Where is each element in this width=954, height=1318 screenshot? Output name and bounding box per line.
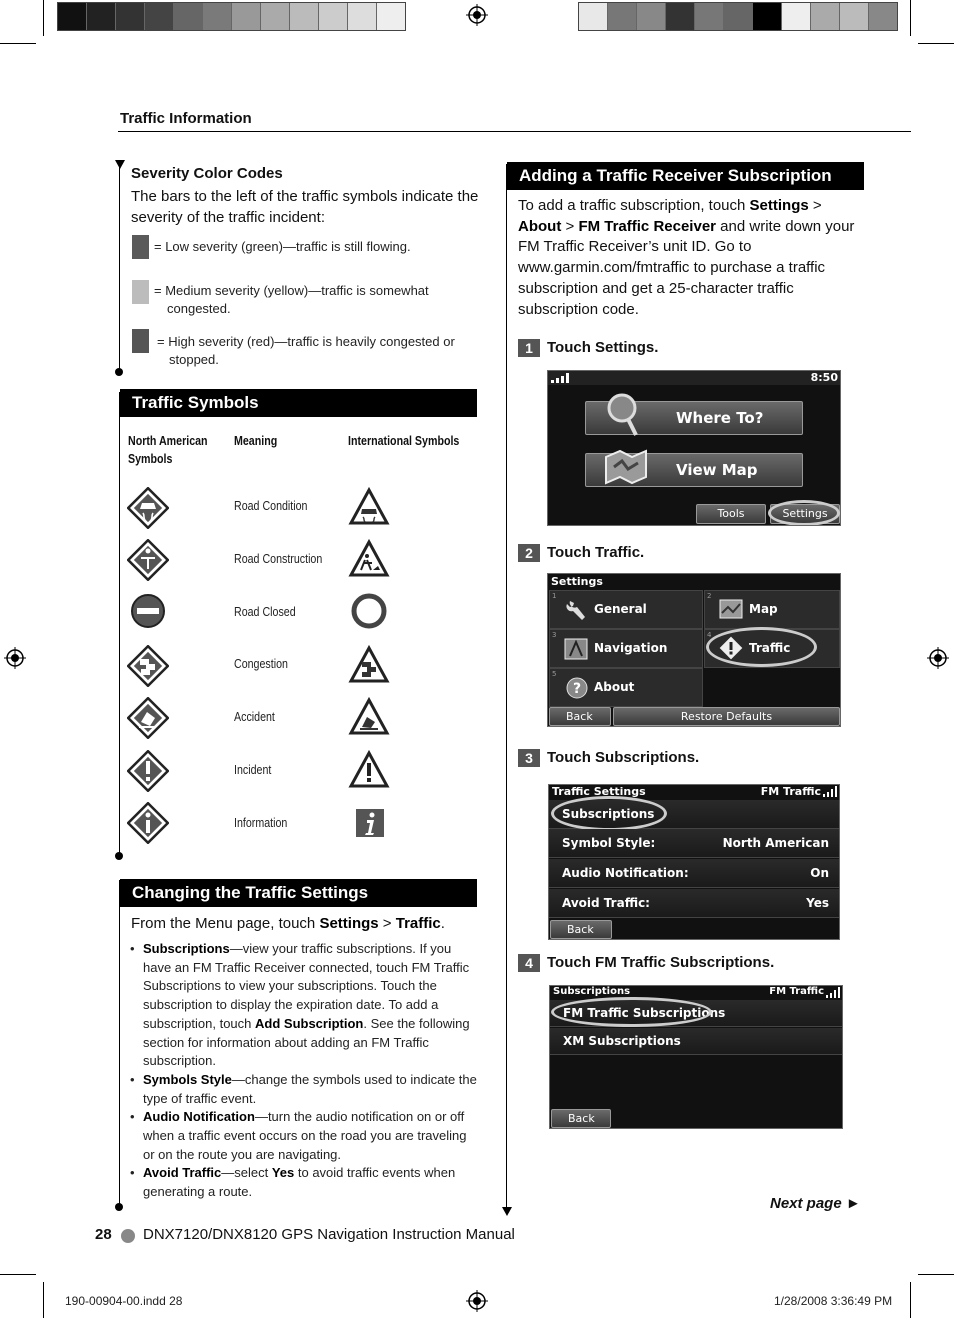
navigation-icon xyxy=(564,638,588,660)
map-label: Map xyxy=(749,602,778,616)
high-severity-swatch xyxy=(132,329,149,353)
screen-main-menu xyxy=(547,370,841,526)
file-slug: 190-00904-00.indd 28 xyxy=(65,1294,183,1308)
about-label: About xyxy=(594,680,635,694)
meaning-accident: Accident xyxy=(234,709,275,724)
congestion-icon xyxy=(127,645,169,687)
crop-mark xyxy=(910,1282,911,1318)
running-header: Traffic Information xyxy=(120,110,252,127)
highlight-circle xyxy=(551,796,667,831)
bullet-symbols-style: • Symbols Style—change the symbols used to indicate the type of traffic event. xyxy=(130,1071,478,1108)
tile-number: 3 xyxy=(552,631,557,639)
column-rule xyxy=(119,165,120,372)
adding-subscription-title: Adding a Traffic Receiver Subscription xyxy=(507,162,864,190)
avoid-traffic-value: Yes xyxy=(806,896,829,910)
tile-number: 4 xyxy=(707,631,712,639)
medium-severity-swatch xyxy=(132,280,149,304)
back-button[interactable]: Back xyxy=(549,707,611,726)
fm-traffic-subscriptions-label: FM Traffic Subscriptions xyxy=(563,1006,726,1020)
accident-icon xyxy=(127,697,169,739)
symbol-style-value: North American xyxy=(722,836,829,850)
settings-header: Settings xyxy=(551,575,603,588)
footer-bullet-icon xyxy=(121,1229,135,1243)
meaning-information: Information xyxy=(234,815,288,830)
registration-mark-icon xyxy=(927,647,949,669)
subscriptions-header: Subscriptions xyxy=(553,986,631,997)
fm-traffic-label: FM Traffic xyxy=(760,785,821,798)
settings-button[interactable]: Settings xyxy=(770,504,840,524)
meaning-road-condition: Road Condition xyxy=(234,498,308,513)
high-severity-text: = High severity (red)—traffic is heavily congested or xyxy=(157,334,455,349)
settings-bullet-list xyxy=(130,940,478,1202)
tile-number: 5 xyxy=(552,670,557,678)
col-meaning: Meaning xyxy=(234,433,278,448)
color-bar-right xyxy=(578,2,898,31)
col-international: International Symbols xyxy=(348,433,460,448)
step-4: 4 Touch FM Traffic Subscriptions. xyxy=(518,954,774,972)
crop-mark xyxy=(910,0,911,36)
traffic-label: Traffic xyxy=(749,641,791,655)
traffic-symbols-title: Traffic Symbols xyxy=(120,389,477,417)
xm-subscriptions-label: XM Subscriptions xyxy=(563,1034,681,1048)
bullet-avoid-traffic: • Avoid Traffic—select Yes to avoid traffic events when generating a route. xyxy=(130,1164,478,1201)
audio-notification-label: Audio Notification: xyxy=(562,866,689,880)
highlight-circle xyxy=(551,997,712,1027)
tools-button[interactable]: Tools xyxy=(696,504,766,524)
column-dot xyxy=(115,1203,123,1211)
high-severity-text-2: stopped. xyxy=(169,352,219,367)
page-number: 28 xyxy=(95,1226,112,1243)
meaning-incident: Incident xyxy=(234,762,272,777)
changing-intro: From the Menu page, touch Settings > Traffic. xyxy=(131,915,445,932)
help-icon xyxy=(566,677,588,699)
color-bar-left xyxy=(57,2,406,31)
step-2: 2 Touch Traffic. xyxy=(518,544,644,562)
registration-mark-icon xyxy=(466,1290,488,1312)
magnifier-icon xyxy=(604,391,644,437)
bullet-subscriptions: • Subscriptions—view your traffic subscriptions. If you have an FM Traffic Receiver connected, touch FM Traffic Subscriptions to view your subscriptions. Touch the subscription to display the expiration date. To add a subscription, touch Add Subscription. See the following section for information about adding an FM Traffic subscription. xyxy=(130,940,478,1071)
audio-notification-row[interactable] xyxy=(549,859,839,888)
crop-mark xyxy=(43,0,44,36)
medium-severity-text-2: congested. xyxy=(167,301,231,316)
where-to-button[interactable]: Where To? xyxy=(585,401,803,435)
road-condition-icon xyxy=(127,487,169,529)
crop-mark xyxy=(918,1274,954,1275)
about-tile[interactable] xyxy=(549,668,703,707)
navigation-tile[interactable] xyxy=(549,629,703,668)
clock: 8:50 xyxy=(810,371,838,384)
step-1: 1 Touch Settings. xyxy=(518,339,658,357)
low-severity-text: = Low severity (green)—traffic is still flowing. xyxy=(154,239,411,254)
avoid-traffic-label: Avoid Traffic: xyxy=(562,896,650,910)
column-arrow xyxy=(502,1207,512,1216)
next-page-link[interactable]: Next page ► xyxy=(770,1195,861,1212)
signal-icon xyxy=(823,786,837,797)
view-map-button[interactable]: View Map xyxy=(585,453,803,487)
accident-intl-icon xyxy=(348,697,390,737)
low-severity-swatch xyxy=(132,235,149,259)
road-construction-intl-icon xyxy=(348,539,390,579)
crop-mark xyxy=(0,1274,36,1275)
road-closed-icon xyxy=(130,593,166,629)
subscriptions-label: Subscriptions xyxy=(562,807,655,821)
crop-mark xyxy=(0,43,36,44)
traffic-settings-header: Traffic Settings xyxy=(552,785,646,798)
tile-number: 1 xyxy=(552,592,557,600)
registration-mark-icon xyxy=(466,4,488,26)
meaning-road-construction: Road Construction xyxy=(234,551,323,566)
step-3: 3 Touch Subscriptions. xyxy=(518,749,699,767)
col-north-american: North American Symbols xyxy=(128,433,208,466)
screen-subscriptions xyxy=(549,985,843,1129)
meaning-congestion: Congestion xyxy=(234,656,288,671)
column-rule xyxy=(506,164,507,1210)
highlight-circle xyxy=(706,627,817,667)
symbol-style-row[interactable] xyxy=(549,829,839,858)
severity-intro: The bars to the left of the traffic symbols indicate the severity of the traffic incident: xyxy=(131,188,479,226)
back-button[interactable]: Back xyxy=(551,1109,611,1128)
svg-text:?: ? xyxy=(572,681,582,697)
medium-severity-text: = Medium severity (yellow)—traffic is somewhat xyxy=(154,283,429,298)
map-icon xyxy=(602,447,650,487)
column-arrow xyxy=(115,160,125,169)
back-button[interactable]: Back xyxy=(550,920,612,939)
incident-icon xyxy=(127,750,169,792)
status-bar xyxy=(548,371,840,385)
information-icon xyxy=(127,802,169,844)
road-condition-intl-icon xyxy=(348,487,390,527)
severity-title: Severity Color Codes xyxy=(131,165,283,182)
manual-title: DNX7120/DNX8120 GPS Navigation Instruction Manual xyxy=(143,1226,515,1243)
tile-number: 2 xyxy=(707,592,712,600)
wrench-icon xyxy=(566,597,588,621)
road-construction-icon xyxy=(127,539,169,581)
header-rule xyxy=(118,131,911,132)
highlight-circle xyxy=(768,500,840,526)
restore-defaults-button[interactable]: Restore Defaults xyxy=(613,707,840,726)
column-rule xyxy=(119,880,120,1206)
avoid-traffic-row[interactable] xyxy=(549,889,839,918)
column-rule xyxy=(119,392,120,854)
column-dot xyxy=(115,368,123,376)
date-slug: 1/28/2008 3:36:49 PM xyxy=(774,1294,893,1308)
adding-paragraph: To add a traffic subscription, touch Settings > About > FM Traffic Receiver and write down your FM Traffic Receiver’s unit ID. Go to www.garmin.com/fmtraffic to purchase a traffic subscription and get a 25-character traffic subscription code. xyxy=(518,197,855,318)
audio-notification-value: On xyxy=(810,866,829,880)
xm-subscriptions-row[interactable] xyxy=(550,1028,842,1055)
general-label: General xyxy=(594,602,647,616)
information-intl-icon xyxy=(355,808,385,838)
column-dot xyxy=(115,852,123,860)
map-tile[interactable] xyxy=(704,590,840,629)
bullet-audio-notification: • Audio Notification—turn the audio notification on or off when a traffic event occurs on the road you are traveling or on the route you are navigating. xyxy=(130,1108,478,1164)
registration-mark-icon xyxy=(4,647,26,669)
road-closed-intl-icon xyxy=(351,593,387,629)
fm-traffic-label: FM Traffic xyxy=(769,986,824,997)
signal-icon xyxy=(826,987,840,998)
screen-settings xyxy=(547,573,841,727)
congestion-intl-icon xyxy=(348,645,390,685)
symbol-style-label: Symbol Style: xyxy=(562,836,656,850)
screen-traffic-settings xyxy=(548,784,840,940)
crop-mark xyxy=(918,43,954,44)
crop-mark xyxy=(43,1282,44,1318)
signal-icon xyxy=(551,373,573,383)
incident-intl-icon xyxy=(348,750,390,790)
meaning-road-closed: Road Closed xyxy=(234,604,296,619)
map-icon xyxy=(719,599,743,619)
navigation-label: Navigation xyxy=(594,641,668,655)
changing-settings-title: Changing the Traffic Settings xyxy=(120,879,477,907)
general-tile[interactable] xyxy=(549,590,703,629)
